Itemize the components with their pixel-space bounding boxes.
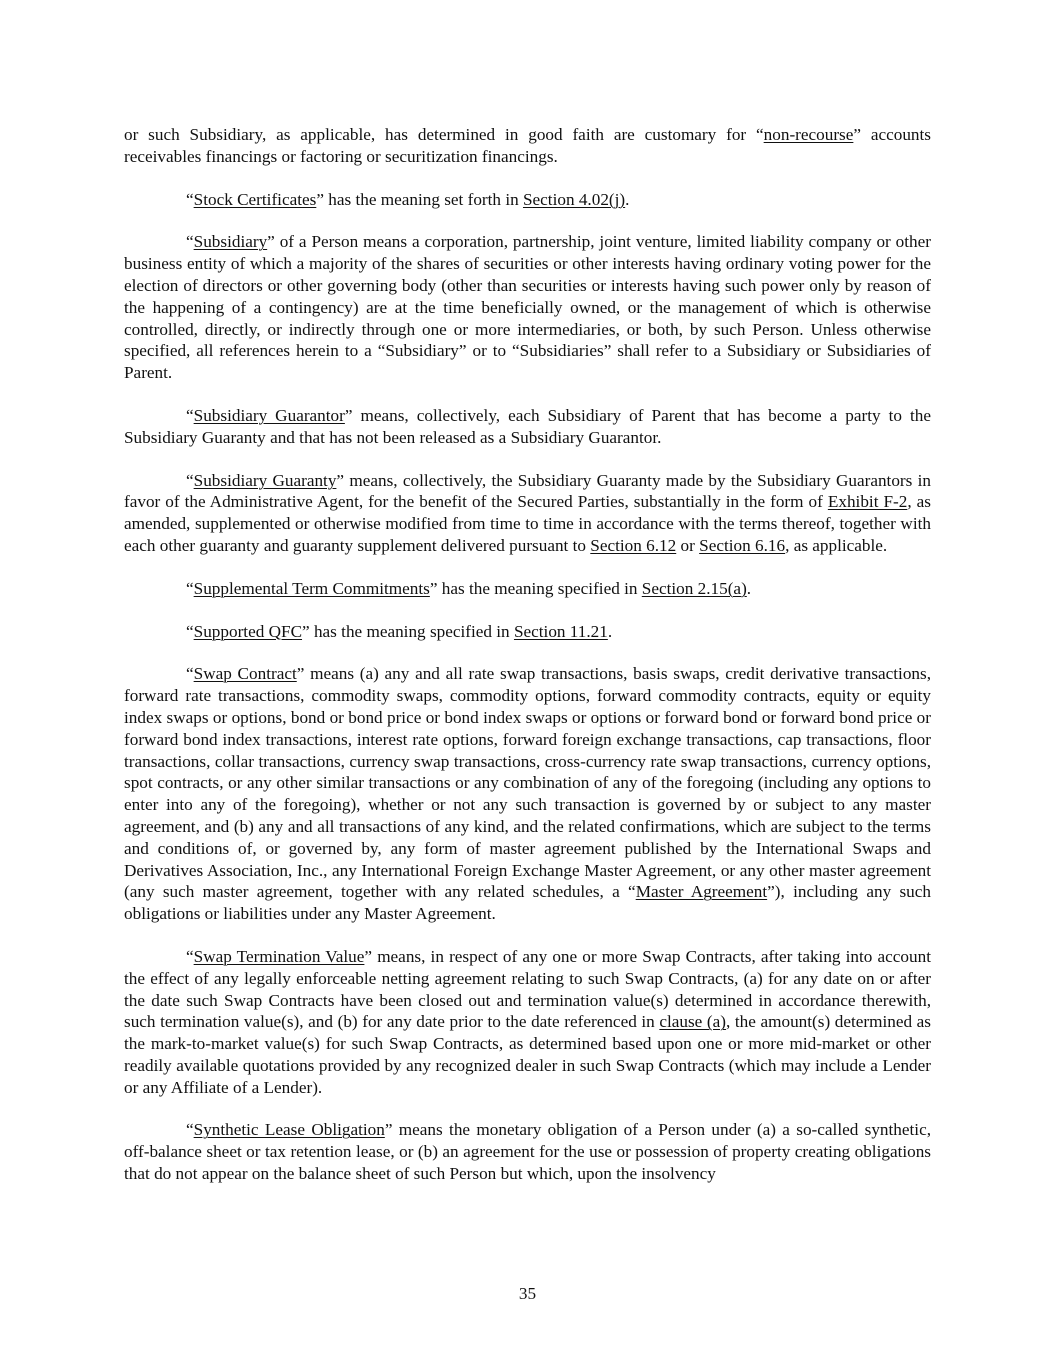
paragraph-text: ” means, collectively, the Subsidiary Guaranty made by the Subsidiary Guarantors in favor of the Administrative Agent, for the benefit of the Secured Parties, substantially in the form of [124,470,931,512]
underlined-term: Section 6.12 [590,535,677,555]
underlined-term: Section 11.21 [513,621,608,641]
paragraph-text: “ [186,470,194,490]
underlined-term: Section 4.02(j) [522,189,626,209]
paragraph-text: ” means, in respect of any one or more Swap Contracts, after taking into account the effect of any legally enforceable netting agreement relating to such Swap Contracts, (a) for any date on or after the date such Swap Contracts have been closed out and termination value(s) determined in accordance therewith, such termination value(s), and (b) for any date prior to the date referenced in [124,946,931,1032]
paragraph-text: ” accounts receivables financings or factoring or securitization financings. [124,125,931,166]
definition-paragraph [124,621,931,643]
definition-paragraph [124,1119,931,1184]
definition-paragraph [124,578,931,600]
underlined-term: non-recourse [763,125,854,144]
paragraph-text: “ [186,621,194,641]
paragraph-text: ”), including any such obligations or liabilities under any Master Agreement. [124,882,931,924]
paragraph-text: . [625,189,630,209]
paragraph-text: “ [186,1120,194,1140]
paragraph-text: ” means, collectively, each Subsidiary of Parent that has become a party to the Subsidiary Guaranty and that has not been released as a Subsidiary Guarantor. [124,405,932,447]
underlined-term: Stock Certificates [193,189,317,209]
paragraph-text: ” has the meaning specified in [302,621,514,641]
definition-paragraph [124,405,931,449]
paragraph-text: “ [186,578,194,598]
paragraph-text: , the amount(s) determined as the mark-to-market value(s) for such Swap Contracts, as determined based upon one or more mid-market or other readily available quotations provided by any recognized dealer in such Swap Contracts (which may include a Lender or any Affiliate of a Lender). [124,1012,931,1097]
underlined-term: Swap Contract [193,664,297,684]
paragraph-text: “ [186,405,194,425]
underlined-term: Master Agreement [635,882,768,902]
underlined-term: Supported QFC [193,621,303,641]
paragraph-text: ” means the monetary obligation of a Person under (a) a so-called synthetic, off-balance sheet or tax retention lease, or (b) an agreement for the use or possession of property creating obligations that do not appear on the balance sheet of such Person but which, upon the insolvency [124,1120,931,1184]
definition-paragraph [124,189,931,211]
paragraph-text: “ [186,232,194,252]
definition-paragraph [124,946,931,1099]
underlined-term: Synthetic Lease Obligation [193,1120,385,1140]
paragraph-text: or [676,535,700,555]
paragraph-text: or such Subsidiary, as applicable, has determined in good faith are customary for “ [124,125,764,144]
document-body [124,124,931,1206]
definition-paragraph [124,124,931,168]
paragraph-text: , as amended, supplemented or otherwise modified from time to time in accordance with the terms thereof, together with each other guaranty and guaranty supplement delivered pursuant to [124,492,931,555]
paragraph-text: , as applicable. [785,535,888,555]
definition-paragraph [124,470,931,557]
paragraph-text: . [607,621,613,641]
underlined-term: Supplemental Term Commitments [193,578,430,598]
underlined-term: Exhibit F-2 [827,492,908,512]
paragraph-text: ” means (a) any and all rate swap transactions, basis swaps, credit derivative transactions, forward rate transactions, commodity swaps, commodity options, forward commodity contracts, equity or equity index swaps or options, bond or bond price or bond index swaps or options or forward bond or forward bond price or forward bond index transactions, interest rate options, forward foreign exchange transactions, cap transactions, floor transactions, collar transactions, currency swap transactions, cross-currency rate swap transactions, currency options, spot contracts, or any other similar transactions or any combination of any of the foregoing (including any options to enter into any of the foregoing), whether or not any such transaction is governed by or subject to any master agreement, and (b) any and all transactions of any kind, and the related confirmations, which are subject to the terms and conditions of, or governed by, any form of master agreement published by the International Swaps and Derivatives Association, Inc., any International Foreign Exchange Master Agreement, or any other master agreement (any such master agreement, together with any related schedules, a “ [124,664,931,902]
underlined-term: clause (a) [659,1012,726,1032]
paragraph-text: ” has the meaning set forth in [316,189,523,209]
paragraph-text: “ [186,664,194,684]
paragraph-text: “ [186,189,194,209]
definition-paragraph [124,663,931,925]
paragraph-text: ” has the meaning specified in [429,578,642,598]
definition-paragraph [124,231,931,384]
underlined-term: Section 2.15(a) [641,578,747,598]
underlined-term: Section 6.16 [699,535,786,555]
underlined-term: Subsidiary Guarantor [193,405,345,425]
underlined-term: Swap Termination Value [193,946,365,966]
paragraph-text: ” of a Person means a corporation, partnership, joint venture, limited liability company or other business entity of which a majority of the shares of securities or other interests having ordinary voting power for the election of directors or other governing body (other than securities or interests having such power only by reason of the happening of a contingency) are at the time beneficially owned, or the management of which is otherwise controlled, directly, or indirectly through one or more intermediaries, or both, by such Person. Unless otherwise specified, all references herein to a “Subsidiary” or to “Subsidiaries” shall refer to a Subsidiary or Subsidiaries of Parent. [124,232,931,383]
page-number: 35 [518,1284,537,1303]
underlined-term: Subsidiary [193,232,268,252]
paragraph-text: . [746,578,752,598]
paragraph-text: “ [186,946,194,966]
underlined-term: Subsidiary Guaranty [193,470,337,490]
